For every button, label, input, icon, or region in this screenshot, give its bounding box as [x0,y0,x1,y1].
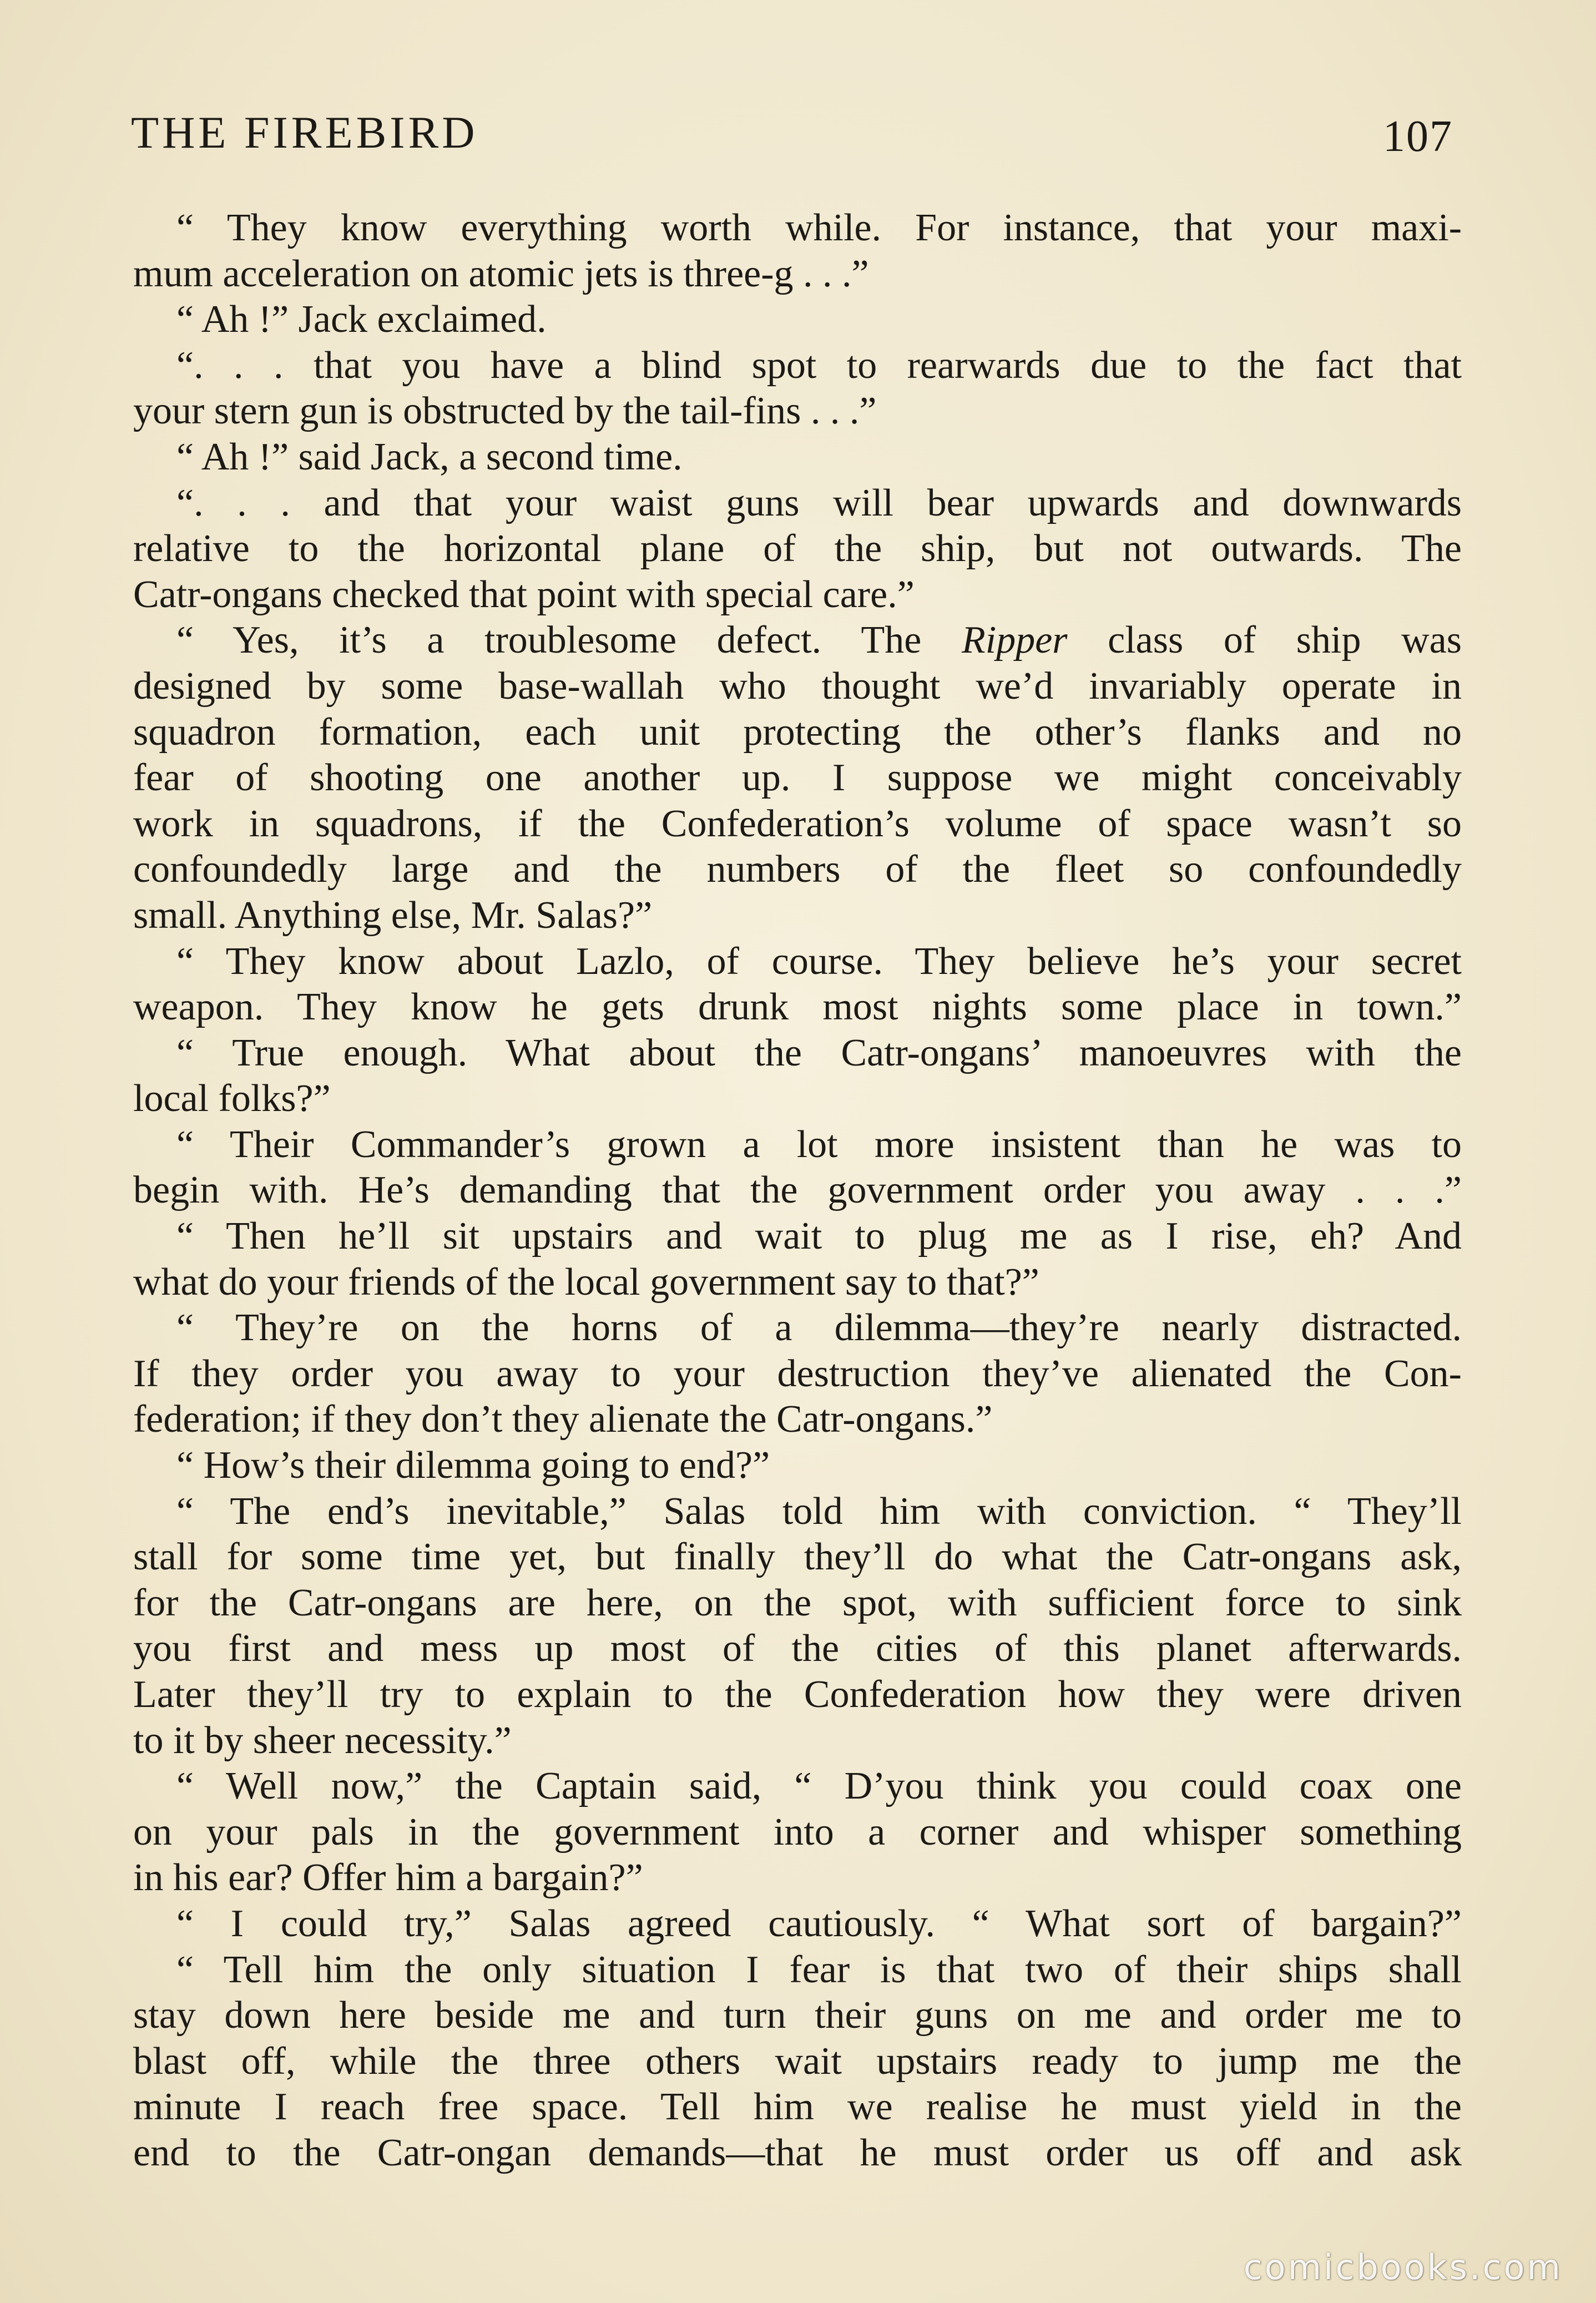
text-line: “ Yes, it’s a troublesome defect. The Ripper class of ship was [176,619,1462,662]
text-line: “. . . and that your waist guns will bear upwards and downwards [176,481,1462,524]
text-line: mum acceleration on atomic jets is three-g . . .” [133,252,869,295]
running-title: THE FIREBIRD [131,107,478,158]
text-line: for the Catr-ongans are here, on the spot, with sufficient force to sink [133,1581,1462,1624]
text-line: squadron formation, each unit protecting the other’s flanks and no [133,710,1462,754]
text-line: local folks?” [133,1077,331,1120]
text-line: relative to the horizontal plane of the ship, but not outwards. The [133,527,1462,570]
text-line: weapon. They know he gets drunk most nights some place in town.” [133,986,1462,1029]
text-line: “. . . that you have a blind spot to rearwards due to the fact that [176,344,1462,387]
text-line: “ Well now,” the Captain said, “ D’you think you could coax one [176,1765,1462,1808]
text-line: “ They know everything worth while. For instance, that your maxi- [176,206,1462,249]
text-line: Later they’ll try to explain to the Confederation how they were driven [133,1673,1462,1716]
text-line: Catr-ongans checked that point with special care.” [133,573,915,616]
text-line: begin with. He’s demanding that the government order you away . . .” [133,1169,1462,1212]
ship-class-name: Ripper [961,619,1068,662]
text-line: to it by sheer necessity.” [133,1719,512,1762]
text-line: stay down here beside me and turn their guns on me and order me to [133,1994,1462,2037]
text-line: minute I reach free space. Tell him we realise he must yield in the [133,2085,1462,2129]
text-line: blast off, while the three others wait upstairs ready to jump me the [133,2039,1462,2083]
text-line: small. Anything else, Mr. Salas?” [133,893,653,937]
text-line: federation; if they don’t they alienate the Catr-ongans.” [133,1398,993,1441]
text-line: confoundedly large and the numbers of the fleet so confoundedly [133,848,1462,891]
text-line: If they order you away to your destruction they’ve alienated the Con- [133,1352,1462,1395]
text-line: what do your friends of the local government say to that?” [133,1260,1039,1304]
page-number: 107 [1383,112,1453,161]
text-line: “ Ah !” Jack exclaimed. [176,298,547,341]
text-line: end to the Catr-ongan demands—that he must order us off and ask [133,2131,1462,2174]
text-line: work in squadrons, if the Confederation’s volume of space wasn’t so [133,802,1462,845]
text-line: “ I could try,” Salas agreed cautiously. “ What sort of bargain?” [176,1902,1462,1945]
text-line: fear of shooting one another up. I suppose we might conceivably [133,756,1462,800]
text-line: on your pals in the government into a corner and whisper something [133,1810,1462,1853]
watermark: comicbooks.com [1243,2247,1563,2287]
body-text [133,205,1462,2176]
text-line: “ Tell him the only situation I fear is that two of their ships shall [176,1948,1462,1991]
text-line: “ How’s their dilemma going to end?” [176,1444,770,1487]
text-line: “ Ah !” said Jack, a second time. [176,435,683,478]
text-line: “ The end’s inevitable,” Salas told him with conviction. “ They’ll [176,1489,1462,1533]
text-line: “ Their Commander’s grown a lot more insistent than he was to [176,1123,1462,1166]
text-line: “ They know about Lazlo, of course. They believe he’s your secret [176,940,1462,983]
text-line: in his ear? Offer him a bargain?” [133,1856,643,1900]
text-line: your stern gun is obstructed by the tail-fins . . .” [133,390,877,433]
text-line: “ They’re on the horns of a dilemma—they’re nearly distracted. [176,1306,1462,1350]
text-line: designed by some base-wallah who thought we’d invariably operate in [133,664,1462,708]
text-line: “ Then he’ll sit upstairs and wait to plug me as I rise, eh? And [176,1215,1462,1258]
text-line: “ True enough. What about the Catr-ongans’ manoeuvres with the [176,1031,1462,1074]
text-line: you first and mess up most of the cities of this planet afterwards. [133,1627,1462,1670]
text-line: stall for some time yet, but finally they’ll do what the Catr-ongans ask, [133,1536,1462,1579]
